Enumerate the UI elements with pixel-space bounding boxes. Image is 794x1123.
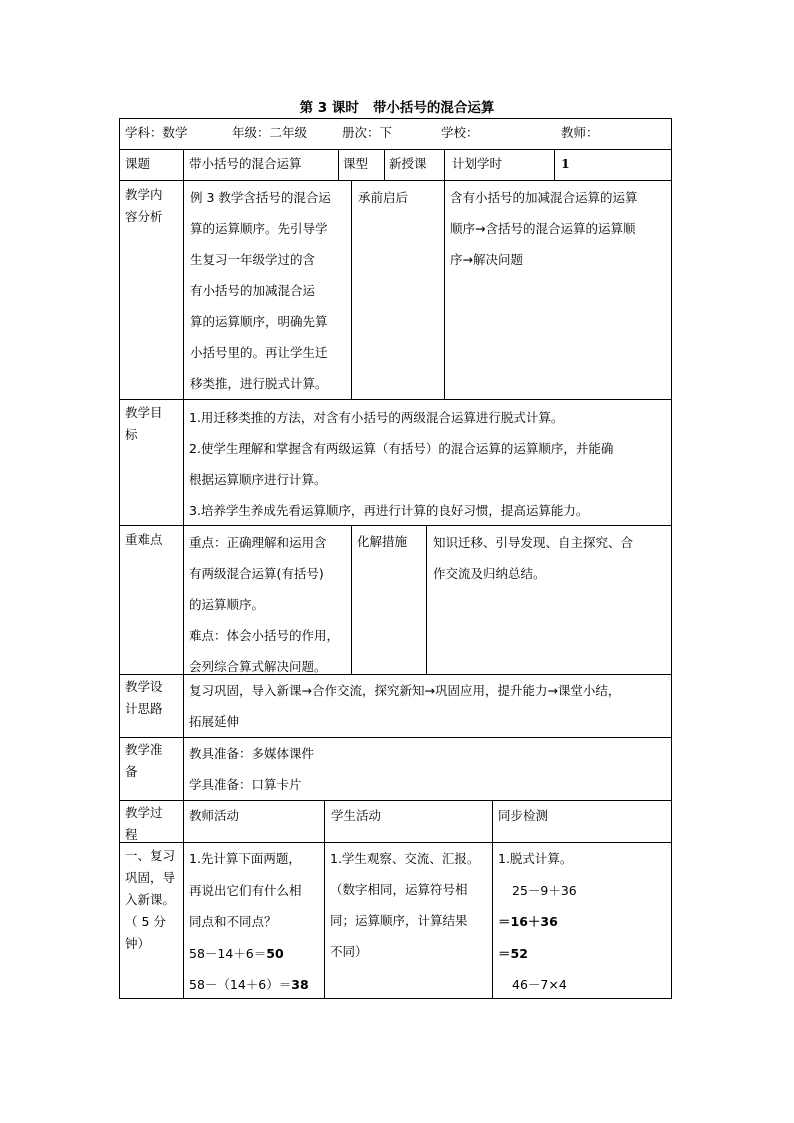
sync-check-header: 同步检测 bbox=[498, 808, 549, 823]
teacher-equation-1: 58－14＋6＝50 bbox=[189, 945, 284, 961]
objectives-label: 教学目 标 bbox=[125, 405, 163, 442]
stage-1-sync-check: 1.脱式计算。 25－9＋36 ＝16＋36 ＝52 46－7×4 bbox=[498, 851, 577, 992]
column-divider bbox=[338, 149, 339, 180]
column-divider bbox=[444, 149, 445, 399]
row-divider bbox=[119, 800, 672, 801]
column-divider bbox=[426, 525, 427, 674]
planned-hours-value: 1 bbox=[561, 156, 570, 171]
stage-1-label: 一、复习 巩固，导 入新课。 （ 5 分 钟） bbox=[125, 848, 176, 951]
column-divider bbox=[554, 149, 555, 180]
topic-value: 带小括号的混合运算 bbox=[189, 156, 302, 171]
content-analysis-text: 例 3 教学含括号的混合运 算的运算顺序。先引导学 生复习一年级学过的含 有小括号的加减混合运 算的运算顺序，明确先算 小括号里的。再让学生迁 移类推，进行脱式计算。 bbox=[190, 190, 331, 391]
teacher-equation-2: 58－（14＋6）＝38 bbox=[189, 977, 309, 992]
content-role: 承前启后 bbox=[358, 190, 409, 205]
column-divider bbox=[384, 149, 385, 180]
lesson-type-value: 新授课 bbox=[389, 156, 427, 171]
key-difficult-points: 重点：正确理解和运用含 有两级混合运算(有括号) 的运算顺序。 难点：体会小括号的作用， 会列综合算式解决问题。 bbox=[189, 535, 340, 674]
resolution-label: 化解措施 bbox=[357, 534, 408, 549]
resolution-text: 知识迁移、引导发现、自主探究、合 作交流及归纳总结。 bbox=[433, 535, 634, 581]
page-title bbox=[0, 96, 794, 116]
column-divider bbox=[492, 800, 493, 999]
column-divider bbox=[183, 149, 184, 999]
difficulty-label: 重难点 bbox=[125, 532, 163, 547]
topic-label: 课题 bbox=[125, 156, 151, 171]
row-divider bbox=[119, 180, 672, 181]
preparation-label: 教学准 备 bbox=[125, 742, 163, 779]
column-divider bbox=[351, 180, 352, 399]
lesson-number: 第 3 课时 bbox=[299, 100, 359, 116]
lesson-type-label: 课型 bbox=[343, 156, 369, 171]
process-label: 教学过 程 bbox=[125, 805, 163, 842]
teacher-field: 教师： bbox=[561, 125, 599, 140]
volume-field: 册次：下 bbox=[342, 125, 393, 140]
stage-1-student-activity: 1.学生观察、交流、汇报。 （数字相同，运算符号相 同；运算顺序，计算结果 不同） bbox=[330, 851, 480, 959]
grade-field: 年级：二年级 bbox=[232, 125, 308, 140]
subject-field: 学科：数学 bbox=[125, 125, 188, 140]
school-field: 学校： bbox=[441, 125, 479, 140]
column-divider bbox=[324, 800, 325, 999]
preparation-text: 教具准备：多媒体课件 学具准备：口算卡片 bbox=[189, 746, 315, 792]
row-divider bbox=[119, 399, 672, 400]
lesson-topic: 带小括号的混合运算 bbox=[372, 100, 495, 116]
design-text: 复习巩固，导入新课→合作交流，探究新知→巩固应用，提升能力→课堂小结， 拓展延伸 bbox=[189, 683, 621, 729]
column-divider bbox=[351, 525, 352, 674]
objectives-text: 1.用迁移类推的方法，对含有小括号的两级混合运算进行脱式计算。 2.使学生理解和掌握含有两级运算（有括号）的混合运算的运算顺序，并能确 根据运算顺序进行计算。 3.培养学生养成先看运算顺序，再进行计算的良好习惯，提高运算能力。 bbox=[189, 410, 614, 518]
planned-hours-label: 计划学时 bbox=[452, 156, 503, 171]
teacher-activity-header: 教师活动 bbox=[189, 808, 240, 823]
row-divider bbox=[119, 149, 672, 150]
student-activity-header: 学生活动 bbox=[331, 808, 382, 823]
content-analysis-label: 教学内 容分析 bbox=[125, 187, 163, 224]
knowledge-chain: 含有小括号的加减混合运算的运算 顺序→含括号的混合运算的运算顺 序→解决问题 bbox=[450, 190, 638, 267]
stage-1-teacher-activity: 1.先计算下面两题， 再说出它们有什么相 同点和不同点？ 58－14＋6＝50 58－（14＋6）＝38 bbox=[189, 843, 309, 1001]
design-label: 教学设 计思路 bbox=[125, 679, 163, 716]
